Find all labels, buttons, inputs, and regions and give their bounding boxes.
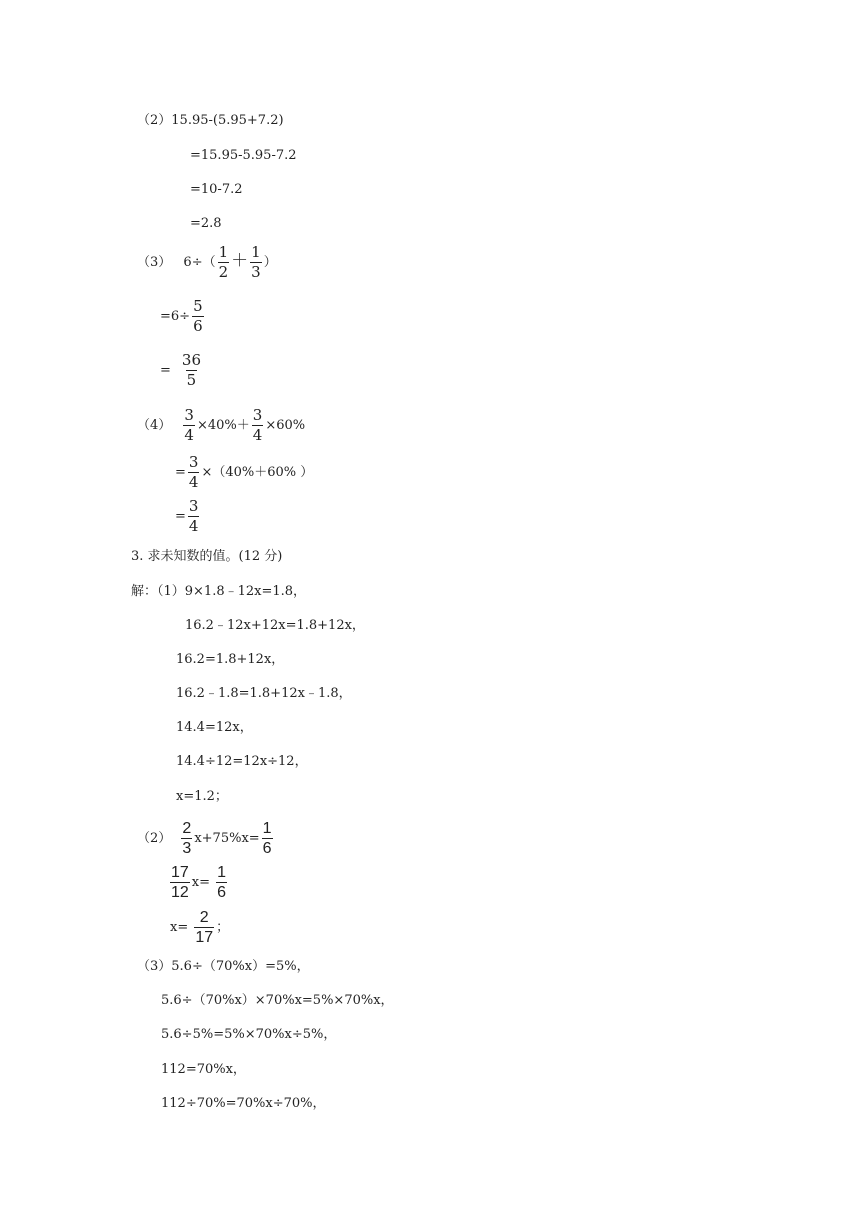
p3-six-div: 6÷（ [183, 255, 216, 270]
q3-step: 5.6÷5%=5%×70%x÷5%， [161, 1027, 337, 1042]
p2-step3: =2.8 [190, 216, 222, 231]
fraction-numerator: 1 [218, 243, 229, 261]
fraction-numerator: 1 [217, 864, 227, 881]
fraction-numerator: 2 [199, 909, 209, 926]
fraction-denominator: 6 [217, 884, 227, 901]
q1-step: x=1.2； [176, 789, 228, 804]
q1-step: 14.4÷12=12x÷12， [176, 754, 308, 769]
q1-step: 14.4=12x， [176, 720, 253, 735]
fraction-one-sixth [262, 820, 273, 857]
fraction-three-quarters [183, 407, 195, 444]
q2-step1 [168, 864, 229, 901]
p2-expression [137, 112, 284, 130]
fraction-denominator: 12 [171, 884, 189, 901]
q2-step2-suffix: ； [216, 920, 230, 935]
plus-sign: ＋ [231, 251, 249, 271]
fraction-one-sixth [216, 864, 227, 901]
q2-step2-prefix: x= [170, 920, 193, 935]
fraction-numerator: 36 [181, 351, 201, 369]
fraction-denominator: 3 [251, 263, 261, 281]
p4-step2-prefix: = [175, 509, 186, 524]
fraction-numerator: 3 [188, 453, 199, 471]
q1-label: 解：（1）9×1.8﹣12x=1.8， [131, 584, 307, 599]
fraction-two-thirds [181, 820, 192, 857]
fraction-numerator: 2 [182, 820, 192, 837]
p2-step1: =15.95-5.95-7.2 [190, 148, 297, 163]
q3-step: 112÷70%=70%x÷70%， [161, 1096, 326, 1111]
fraction-numerator: 1 [262, 820, 272, 837]
p2-expr: 15.95-(5.95+7.2) [171, 113, 284, 128]
fraction-numerator: 3 [252, 406, 263, 424]
q2-label: （2） [137, 831, 172, 846]
fraction-numerator: 3 [188, 497, 199, 515]
p2-step2: =10-7.2 [190, 182, 243, 197]
fraction-denominator: 6 [193, 317, 203, 335]
fraction-denominator: 4 [184, 426, 194, 444]
p3-step2-prefix: = [160, 363, 171, 378]
fraction-denominator: 5 [186, 371, 197, 389]
p4-expression [137, 407, 305, 444]
q2-mid: x+75%x= [194, 831, 260, 846]
p4-step1-prefix: = [175, 465, 186, 480]
p4-step2 [175, 498, 201, 535]
fraction-numerator: 3 [184, 406, 194, 424]
p4-times40: ×40%＋ [196, 418, 250, 433]
q1-step: 16.2﹣12x+12x=1.8+12x， [185, 618, 365, 633]
p3-label: （3） [137, 255, 172, 270]
fraction-thirty-six-fifths [181, 352, 202, 389]
q3-step: 112=70%x， [161, 1062, 246, 1077]
q2-expression [137, 820, 275, 857]
p3-step1-prefix: =6÷ [160, 309, 191, 324]
section-heading: 3. 求未知数的值。(12 分) [131, 549, 283, 564]
fraction-three-quarters [188, 454, 200, 491]
q1-step: 16.2=1.8+12x， [176, 652, 285, 667]
fraction-three-quarters [188, 498, 200, 535]
fraction-three-quarters [252, 407, 264, 444]
close-paren: ） [263, 255, 277, 270]
q1-step: 16.2﹣1.8=1.8+12x﹣1.8， [176, 686, 352, 701]
fraction-denominator: 17 [195, 929, 214, 946]
p3-step1 [160, 298, 206, 335]
p4-step1 [175, 454, 313, 491]
p3-expression [137, 244, 277, 281]
p2-label: （2） [137, 113, 172, 128]
q2-step2 [170, 909, 229, 946]
fraction-denominator: 2 [218, 263, 229, 281]
q3-label: （3）5.6÷（70%x）=5%， [137, 959, 310, 974]
fraction-denominator: 4 [188, 473, 199, 491]
fraction-numerator: 1 [251, 243, 261, 261]
p4-label: （4） [137, 418, 172, 433]
fraction-denominator: 6 [262, 840, 272, 857]
fraction-denominator: 4 [252, 426, 263, 444]
fraction-numerator: 17 [171, 864, 189, 881]
fraction-five-sixths [192, 298, 204, 335]
fraction-one-third [250, 244, 262, 281]
fraction-denominator: 3 [182, 840, 192, 857]
p4-step1-suffix: ×（40%＋60% ） [201, 465, 314, 480]
fraction-denominator: 4 [188, 517, 199, 535]
fraction-one-half [218, 244, 230, 281]
fraction-numerator: 5 [193, 297, 203, 315]
fraction-two-seventeenths [194, 909, 214, 946]
p3-step2 [160, 352, 204, 389]
fraction-seventeen-twelfths [170, 864, 190, 901]
p4-times60: ×60% [265, 418, 306, 433]
q3-step: 5.6÷（70%x）×70%x=5%×70%x， [161, 993, 394, 1008]
q2-step1-mid: x= [191, 875, 215, 890]
